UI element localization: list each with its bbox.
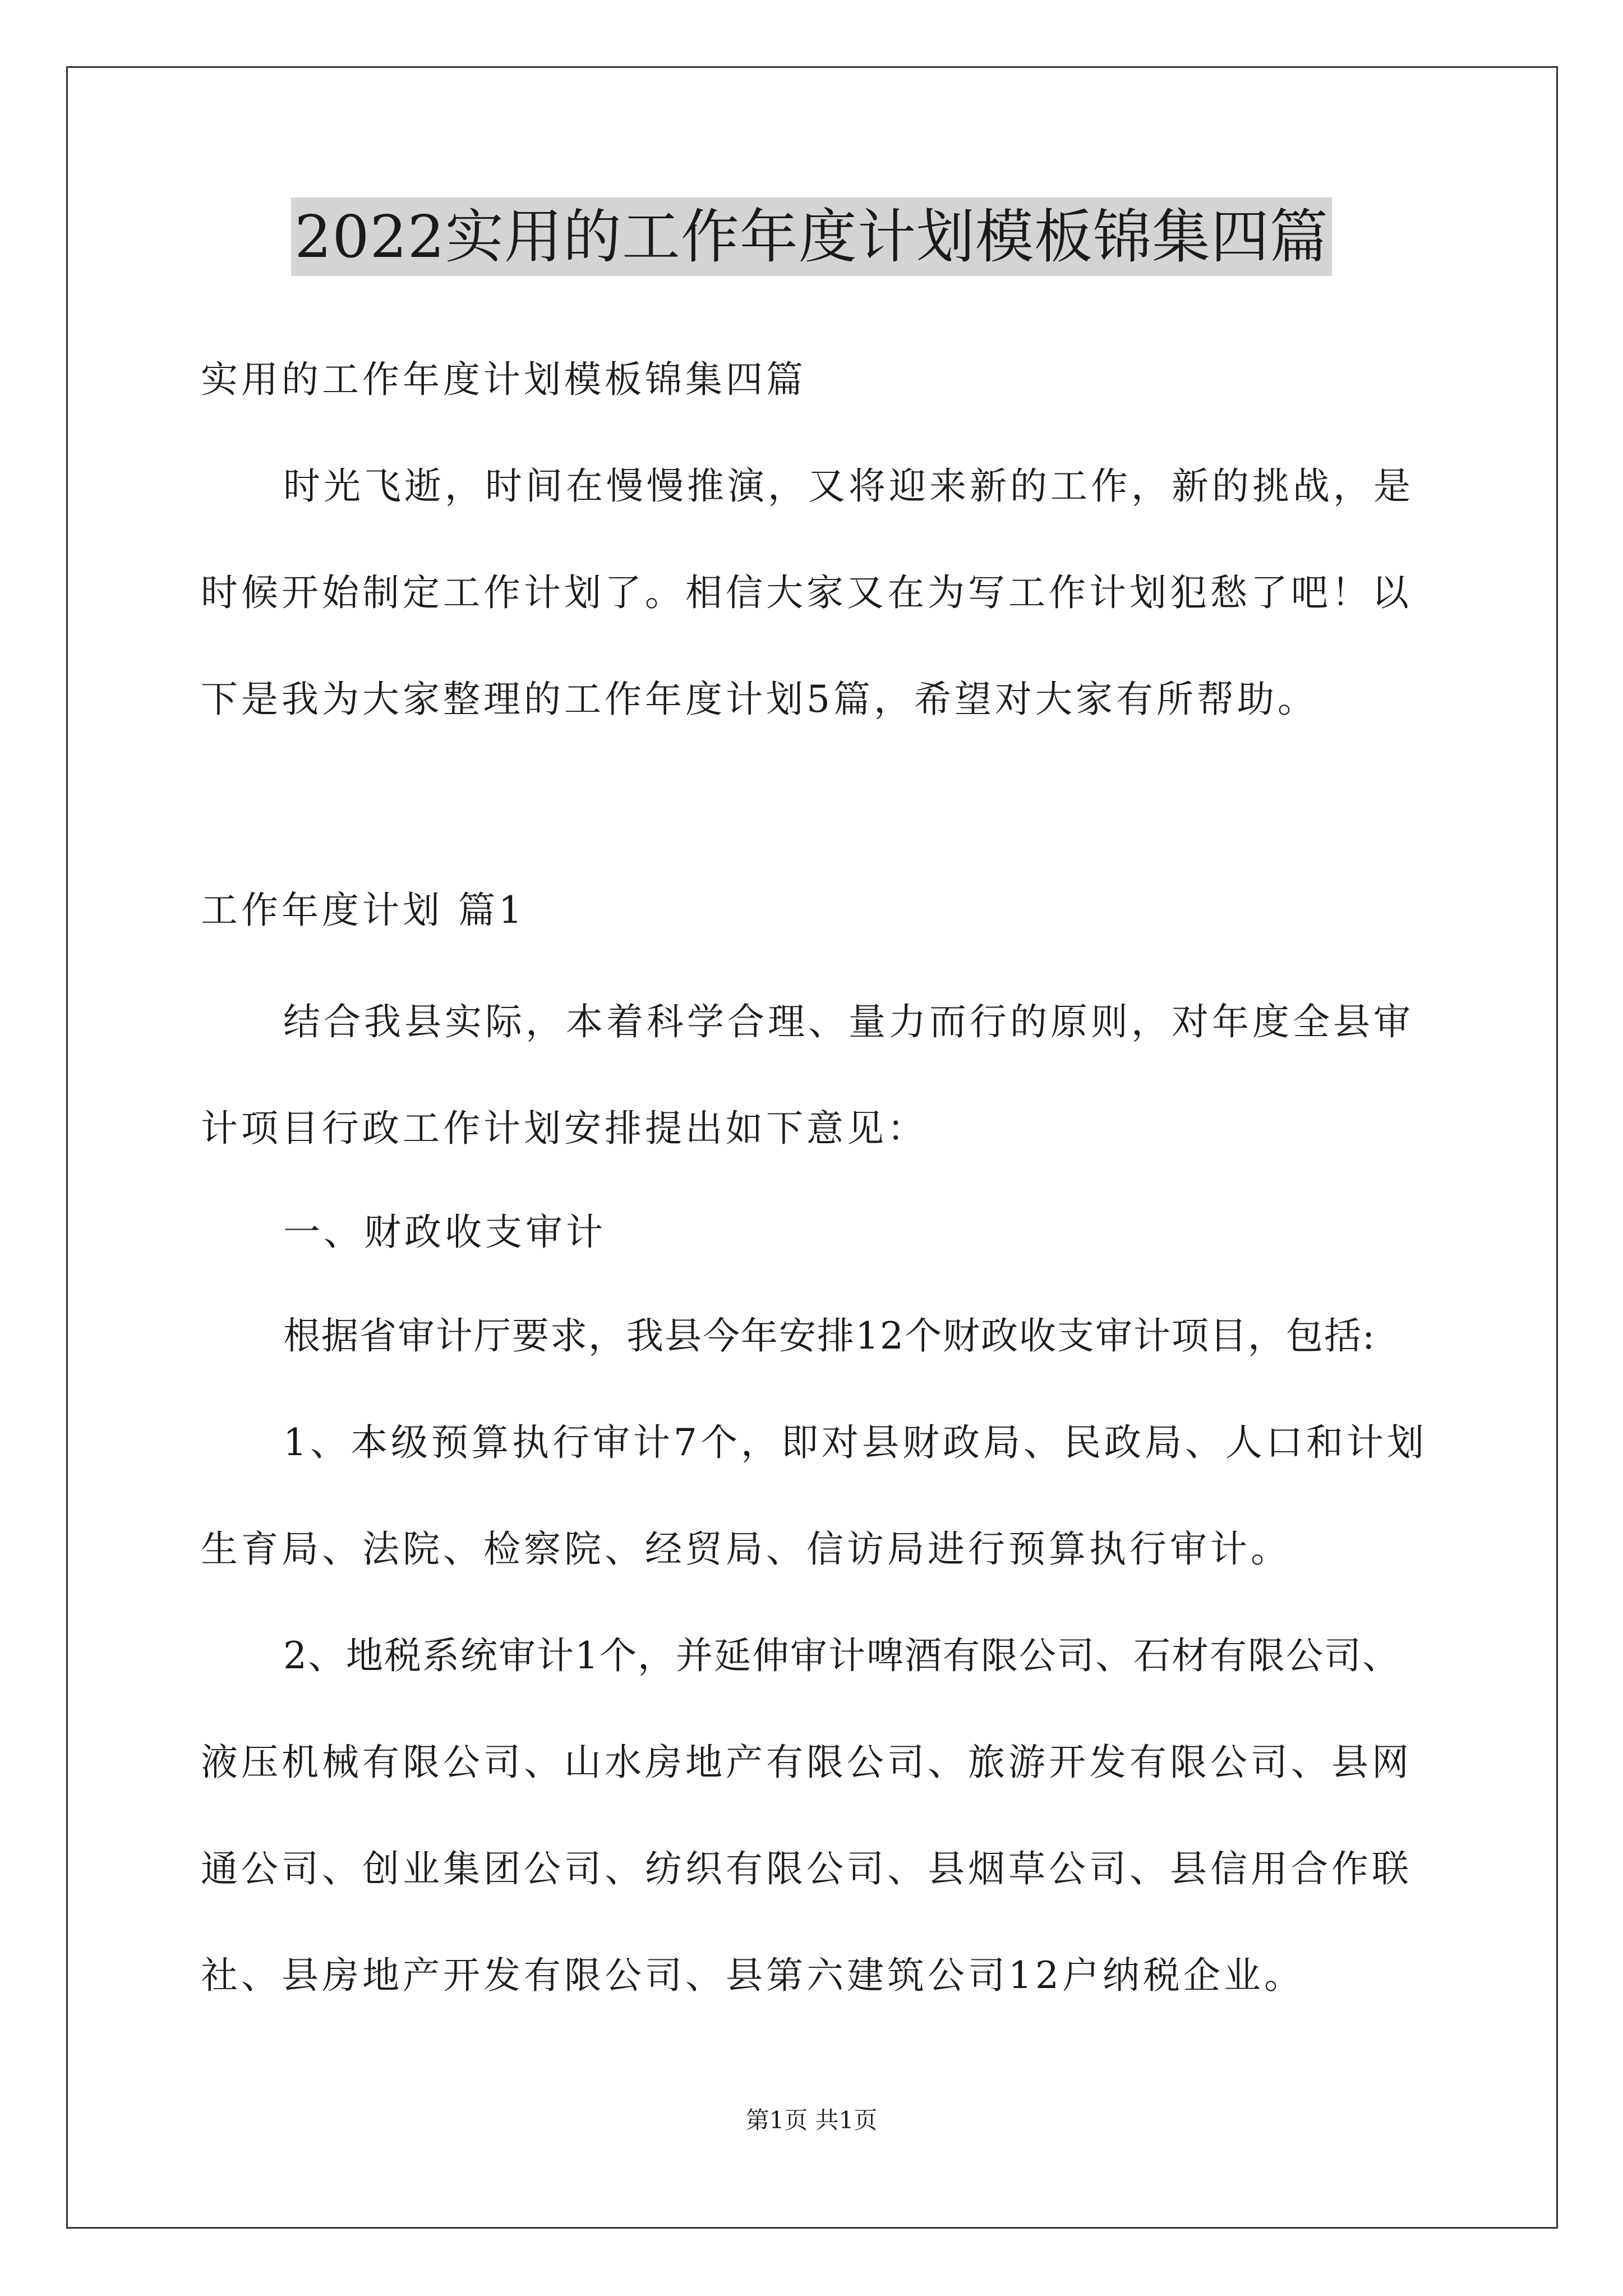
point2-line-4: 社、县房地产开发有限公司、县第六建筑公司12户纳税企业。	[201, 1954, 1304, 1997]
para2-line: 根据省审计厅要求，我县今年安排12个财政收支审计项目，包括:	[283, 1314, 1376, 1358]
point2-line-3: 通公司、创业集团公司、纺织有限公司、县烟草公司、县信用合作联	[201, 1847, 1412, 1890]
document-subtitle: 实用的工作年度计划模板锦集四篇	[201, 358, 806, 401]
intro-line-3: 下是我为大家整理的工作年度计划5篇，希望对大家有所帮助。	[201, 678, 1318, 721]
para1-line-2: 计项目行政工作计划安排提出如下意见：	[201, 1107, 928, 1150]
title-container	[0, 197, 1623, 276]
item-heading: 一、财政收支审计	[283, 1211, 606, 1254]
point2-line-1: 2、地税系统审计1个，并延伸审计啤酒有限公司、石材有限公司、	[283, 1634, 1400, 1677]
intro-line-2: 时候开始制定工作计划了。相信大家又在为写工作计划犯愁了吧！以	[201, 571, 1412, 614]
point1-line-1: 1、本级预算执行审计7个，即对县财政局、民政局、人口和计划	[283, 1421, 1427, 1464]
document-title: 2022实用的工作年度计划模板锦集四篇	[291, 197, 1332, 276]
intro-line-1: 时光飞逝，时间在慢慢推演，又将迎来新的工作，新的挑战，是	[283, 464, 1414, 508]
para1-line-1: 结合我县实际，本着科学合理、量力而行的原则，对年度全县审	[283, 1000, 1414, 1043]
point1-line-2: 生育局、法院、检察院、经贸局、信访局进行预算执行审计。	[201, 1527, 1291, 1571]
section-heading: 工作年度计划 篇1	[201, 889, 525, 932]
point2-line-2: 液压机械有限公司、山水房地产有限公司、旅游开发有限公司、县网	[201, 1741, 1412, 1784]
page-footer: 第1页 共1页	[745, 2106, 878, 2134]
